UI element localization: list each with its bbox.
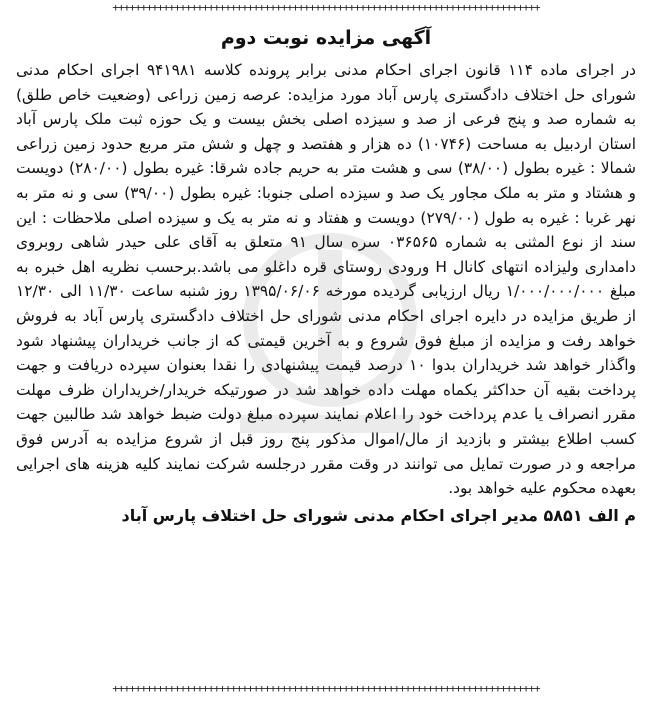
notice-title: آگهی مزایده نوبت دوم (220, 27, 432, 49)
notice-footer: م الف ۵۸۵۱ مدیر اجرای احکام مدنی شورای حل اختلاف پارس آباد (121, 505, 636, 525)
top-plus-border: ++++++++++++++++++++++++++++++++++++++++++++++++++++++++++++++++++++++++++++ (112, 2, 540, 14)
bottom-plus-border: ++++++++++++++++++++++++++++++++++++++++++++++++++++++++++++++++++++++++++++ (112, 683, 540, 695)
notice-body: در اجرای ماده ۱۱۴ قانون اجرای احکام مدنی برابر پرونده کلاسه ۹۴۱۹۸۱ اجرای احکام مدنی شورای حل اختلاف دادگستری پارس آباد مورد مزایده: عرصه زمین زراعی (وضعیت خاص طلق) به شماره صد و پنج فرعی از صد و سیزده اصلی بخش بیست و یک حوزه ثبت ملک پارس آباد استان اردبیل به مساحت (۱۰۷۴۶) ده هزار و هفتصد و چهل و شش متر مربع حدود زمین زراعی شمالا : غیره بطول (۳۸/۰۰) سی و هشت متر به حریم جاده شرقا: غیره بطول (۲۸۰/۰۰) دویست و هشتاد و متر به ملک مجاور یک صد و سیزده اصلی جنوبا: غیره بطول (۳۹/۰۰) سی و نه متر به نهر غربا : غیره به طول (۲۷۹/۰۰) دویست و هفتاد و نه متر به یک و سیزده اصلی ملاحظات : این سند از نوع المثنی به شماره ۰۳۶۵۶۵ سره سال ۹۱ متعلق به آقای علی حیدر شاهی روبروی دامداری ولیزاده انتهای کانال H ورودی روستای قره داغلو می باشد.برحسب نظریه اهل خبره به مبلغ ۱/۰۰۰/۰۰۰/۰۰۰ ریال ارزیابی گردیده مورخه ۱۳۹۵/۰۶/۰۶ روز شنبه ساعت ۱۱/۳۰ الی ۱۲/۳۰ از طریق مزایده در دایره اجرای احکام مدنی شورای حل اختلاف دادگستری پارس آباد به فروش خواهد رفت و مزایده از مبلغ فوق شروع و به آخرین قیمتی که از جانب خریداران پیشنهاد شود واگذار خواهد شد خریداران بدوا ۱۰ درصد قیمت پیشنهادی را نقدا بعنوان سپرده دریافت و جهت پرداخت بقیه آن حداکثر یکماه مهلت داده خواهد شد در صورتیکه خریدار/خریداران ظرف مهلت مقرر انصراف یا عدم پرداخت خود را اعلام نمایند سپرده مبلغ دولت ضبط خواهد شد طالبین جهت کسب اطلاع بیشتر و بازدید از مال/اموال مذکور پنج روز قبل از شروع مزایده به آدرس فوق مراجعه و در صورت تمایل می توانند در وقت مقرر درجلسه شرکت نمایند کلیه هزینه های اجرایی بعهده محکوم علیه خواهد بود. (16, 61, 637, 498)
